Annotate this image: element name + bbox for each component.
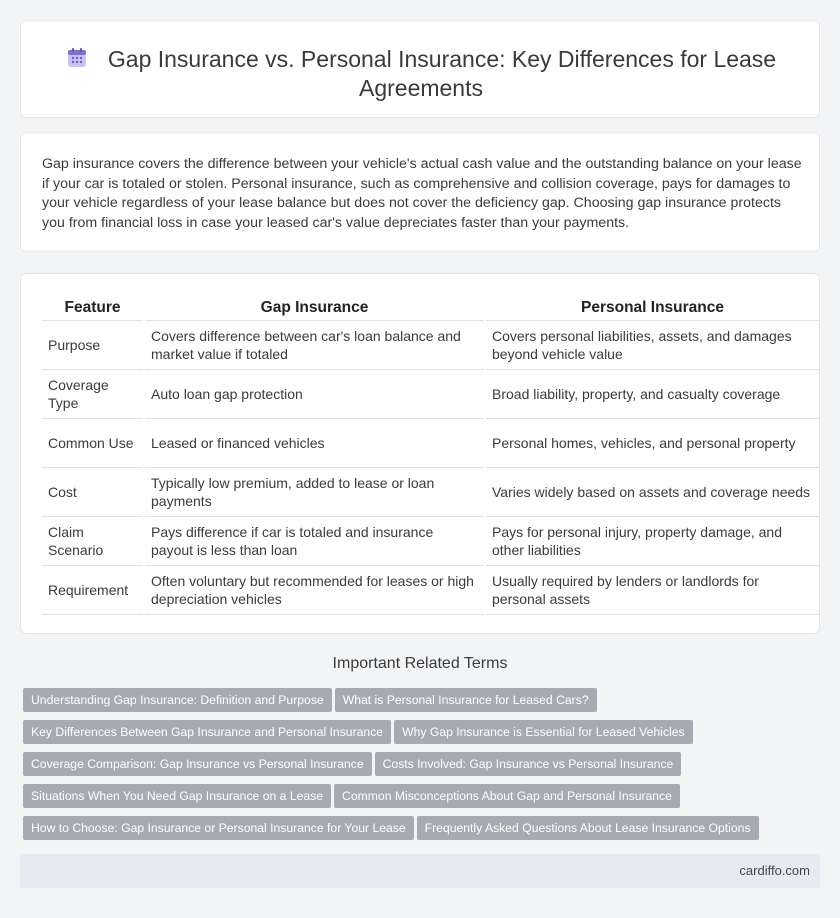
gap-insurance-cell: Leased or financed vehicles <box>144 418 485 467</box>
intro-paragraph: Gap insurance covers the difference between your vehicle's actual cash value and the outstanding balance on your lease if your car is totaled or stolen. Personal insurance, such as comprehensive and collision coverage, pays for damages to your vehicle regardless of your lease balance but does not cover the deficiency gap. Choosing gap insurance protects you from financial loss in case your leased car's value depreciates faster than your payments. <box>42 156 802 231</box>
header-feature: Feature <box>42 294 144 320</box>
header-personal-insurance: Personal Insurance <box>485 294 819 320</box>
gap-insurance-cell: Covers difference between car's loan balance and market value if totaled <box>144 320 485 369</box>
tag-row <box>23 784 803 816</box>
feature-cell: Common Use <box>42 418 144 467</box>
related-term-link[interactable]: Frequently Asked Questions About Lease Insurance Options <box>417 816 759 840</box>
related-terms-heading: Important Related Terms <box>332 655 508 672</box>
personal-insurance-cell: Pays for personal injury, property damage, and other liabilities <box>485 516 819 565</box>
gap-insurance-cell: Pays difference if car is totaled and insurance payout is less than loan <box>144 516 485 565</box>
table-row <box>42 369 819 418</box>
related-term-link[interactable]: Costs Involved: Gap Insurance vs Personal Insurance <box>375 752 682 776</box>
feature-cell: Purpose <box>42 320 144 369</box>
related-term-link[interactable]: Situations When You Need Gap Insurance on a Lease <box>23 784 331 808</box>
title-line-1: Gap Insurance vs. Personal Insurance: Key Differences for Lease <box>107 46 777 72</box>
comparison-table <box>42 294 819 615</box>
title-card <box>20 20 820 118</box>
page-title <box>21 45 821 103</box>
related-term-link[interactable]: What is Personal Insurance for Leased Cars? <box>335 688 597 712</box>
personal-insurance-cell: Broad liability, property, and casualty coverage <box>485 369 819 418</box>
table-row <box>42 565 819 614</box>
related-terms-list <box>23 688 803 848</box>
table-row <box>42 467 819 516</box>
tag-row <box>23 720 803 752</box>
gap-insurance-cell: Often voluntary but recommended for leases or high depreciation vehicles <box>144 565 485 614</box>
feature-cell: Requirement <box>42 565 144 614</box>
footer-bar <box>20 854 820 888</box>
feature-cell: Cost <box>42 467 144 516</box>
feature-cell: Coverage Type <box>42 369 144 418</box>
gap-insurance-cell: Auto loan gap protection <box>144 369 485 418</box>
related-term-link[interactable]: Coverage Comparison: Gap Insurance vs Personal Insurance <box>23 752 372 776</box>
table-row <box>42 320 819 369</box>
tag-row <box>23 816 803 848</box>
gap-insurance-cell: Typically low premium, added to lease or loan payments <box>144 467 485 516</box>
table-row <box>42 418 819 467</box>
comparison-card <box>20 273 820 634</box>
personal-insurance-cell: Usually required by lenders or landlords for personal assets <box>485 565 819 614</box>
tag-row <box>23 752 803 784</box>
related-term-link[interactable]: How to Choose: Gap Insurance or Personal Insurance for Your Lease <box>23 816 414 840</box>
title-line-2: Agreements <box>358 75 483 101</box>
related-term-link[interactable]: Key Differences Between Gap Insurance and Personal Insurance <box>23 720 391 744</box>
header-gap-insurance: Gap Insurance <box>144 294 485 320</box>
related-term-link[interactable]: Why Gap Insurance is Essential for Leased Vehicles <box>394 720 693 744</box>
intro-card <box>20 132 820 252</box>
related-term-link[interactable]: Understanding Gap Insurance: Definition and Purpose <box>23 688 332 712</box>
feature-cell: Claim Scenario <box>42 516 144 565</box>
footer-site-link[interactable]: cardiffo.com <box>739 863 810 878</box>
related-term-link[interactable]: Common Misconceptions About Gap and Personal Insurance <box>334 784 680 808</box>
tag-row <box>23 688 803 720</box>
personal-insurance-cell: Covers personal liabilities, assets, and damages beyond vehicle value <box>485 320 819 369</box>
personal-insurance-cell: Varies widely based on assets and coverage needs <box>485 467 819 516</box>
personal-insurance-cell: Personal homes, vehicles, and personal property <box>485 418 819 467</box>
table-header-row <box>42 294 819 320</box>
table-row <box>42 516 819 565</box>
calendar-icon <box>66 47 88 69</box>
